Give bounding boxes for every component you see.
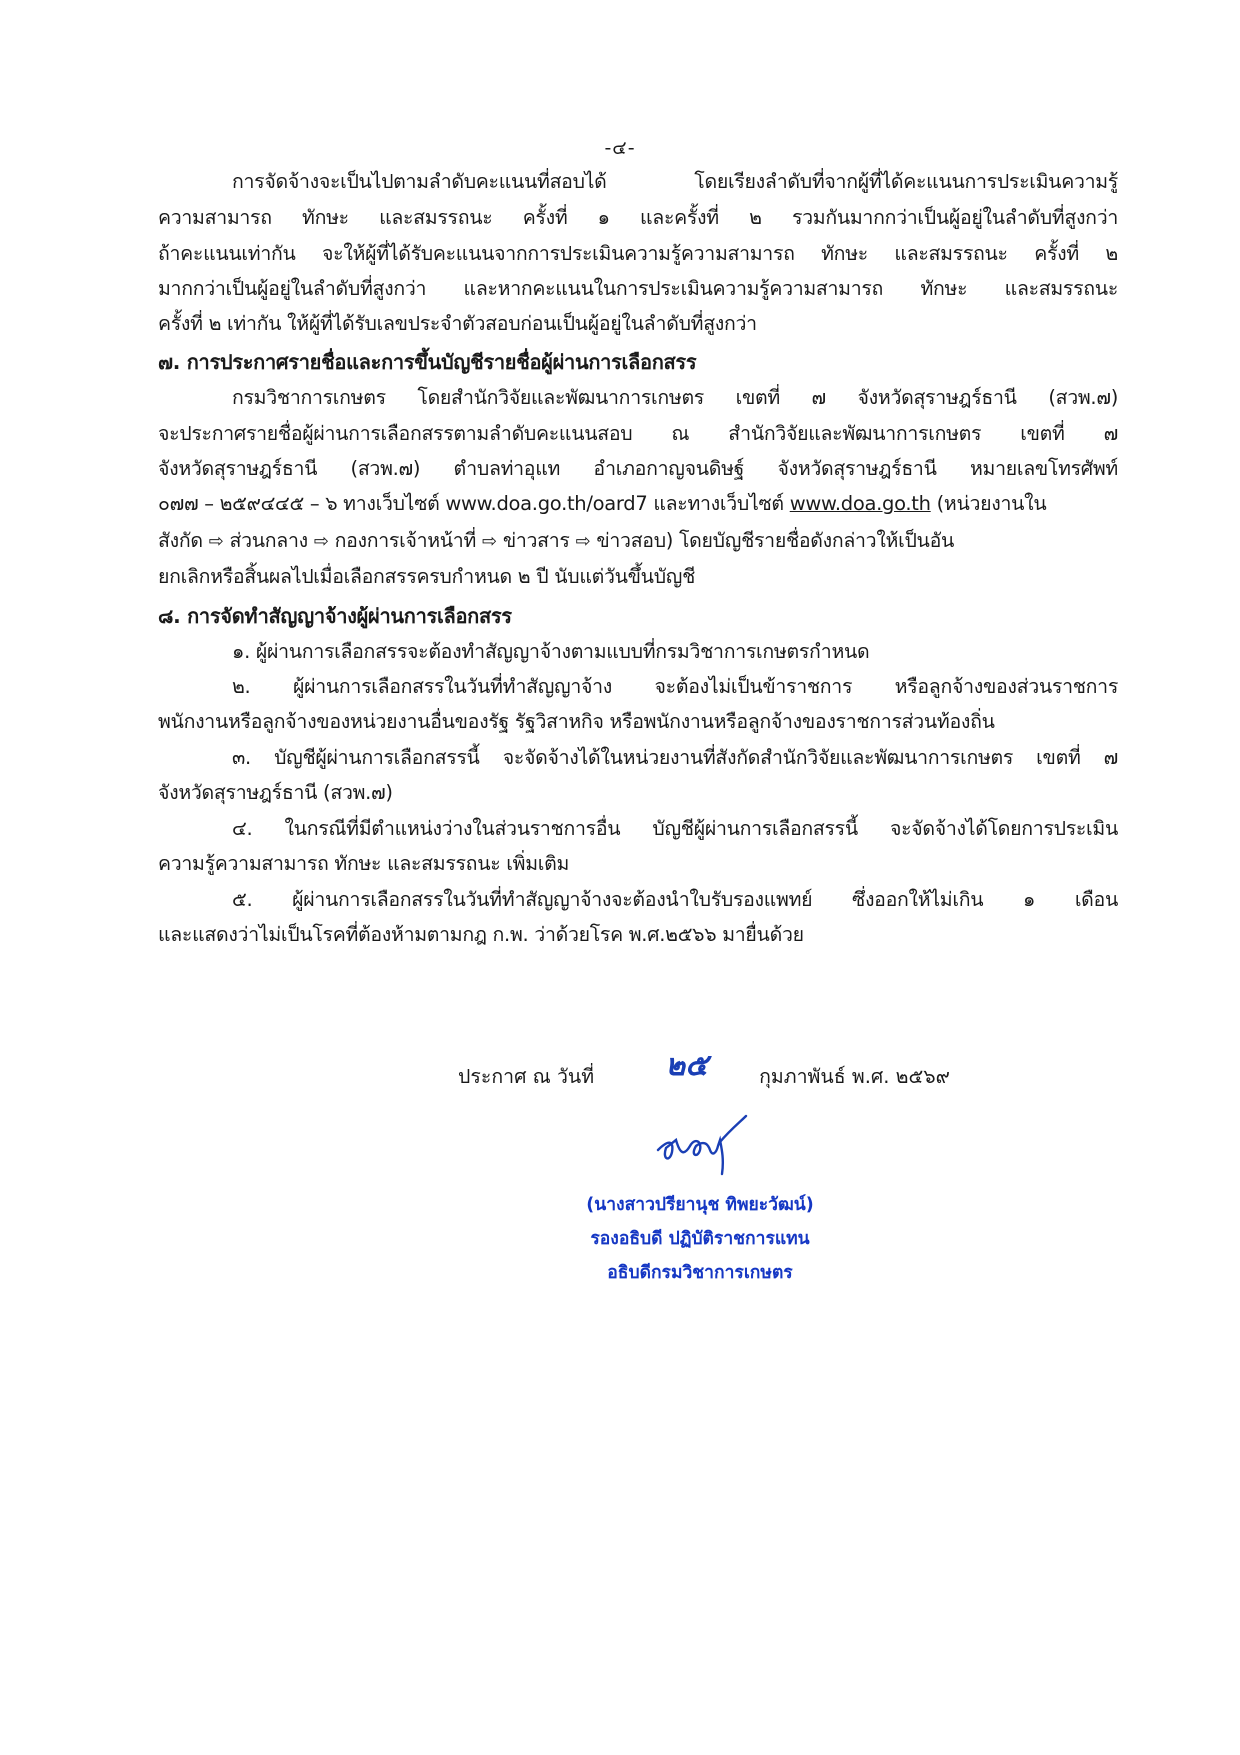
section7-line: กรมวิชาการเกษตร โดยสำนักวิจัยและพัฒนาการเกษตร เขตที่ ๗ จังหวัดสุราษฎร์ธานี (สวพ.๗) bbox=[232, 386, 1118, 409]
signatory-block bbox=[520, 1188, 880, 1290]
arrow-right-icon: ⇨ bbox=[313, 531, 329, 552]
paragraph-line: การจัดจ้างจะเป็นไปตามลำดับคะแนนที่สอบได้ โดยเรียงลำดับที่จากผู้ที่ได้คะแนนการประเมินความรู้ bbox=[232, 170, 1118, 193]
section8-item-3: ๓. บัญชีผู้ผ่านการเลือกสรรนี้ จะจัดจ้างได้ในหน่วยงานที่สังกัดสำนักวิจัยและพัฒนาการเกษตร เขตที่ ๗ bbox=[232, 746, 1118, 769]
breadcrumb-item: ข่าวสาร bbox=[502, 529, 570, 552]
section8-item-1: ๑. ผู้ผ่านการเลือกสรรจะต้องทำสัญญาจ้างตามแบบที่กรมวิชาการเกษตรกำหนด bbox=[232, 640, 870, 663]
section8-item-3-cont: จังหวัดสุราษฎร์ธานี (สวพ.๗) bbox=[158, 781, 393, 804]
website-link[interactable]: www.doa.go.th bbox=[789, 492, 931, 515]
arrow-right-icon: ⇨ bbox=[482, 531, 497, 552]
section8-heading: ๘. การจัดทำสัญญาจ้างผู้ผ่านการเลือกสรร bbox=[158, 604, 512, 628]
paragraph-line: ความสามารถ ทักษะ และสมรรถนะ ครั้งที่ ๑ และครั้งที่ ๒ รวมกันมากกว่าเป็นผู้อยู่ในลำดับที่สูงกว่า bbox=[158, 206, 1118, 229]
announcement-date bbox=[458, 1048, 950, 1093]
paragraph-line: ครั้งที่ ๒ เท่ากัน ให้ผู้ที่ได้รับเลขประจำตัวสอบก่อนเป็นผู้อยู่ในลำดับที่สูงกว่า bbox=[158, 312, 757, 335]
signature-icon bbox=[650, 1110, 760, 1180]
breadcrumb-item: กองการเจ้าหน้าที่ bbox=[334, 529, 477, 552]
section8-item-2: ๒. ผู้ผ่านการเลือกสรรในวันที่ทำสัญญาจ้าง จะต้องไม่เป็นข้าราชการ หรือลูกจ้างของส่วนราชการ bbox=[232, 675, 1118, 698]
breadcrumb-path bbox=[158, 525, 1118, 558]
phone-website-text: ๐๗๗ – ๒๕๙๔๔๕ – ๖ ทางเว็บไซต์ www.doa.go.th/oard7 และทางเว็บไซต์ bbox=[158, 492, 790, 515]
unit-text: (หน่วยงานใน bbox=[930, 492, 1047, 515]
section8-item-4-cont: ความรู้ความสามารถ ทักษะ และสมรรถนะ เพิ่มเติม bbox=[158, 852, 570, 875]
section7-line: จังหวัดสุราษฎร์ธานี (สวพ.๗) ตำบลท่าอุแท อำเภอกาญจนดิษฐ์ จังหวัดสุราษฎร์ธานี หมายเลขโทรศัพท์ bbox=[158, 457, 1118, 480]
breadcrumb-item: ส่วนกลาง bbox=[229, 529, 308, 552]
section8-item-4: ๔. ในกรณีที่มีตำแหน่งว่างในส่วนราชการอื่น บัญชีผู้ผ่านการเลือกสรรนี้ จะจัดจ้างได้โดยการประเมิน bbox=[232, 817, 1118, 840]
section8-item-2-cont: พนักงานหรือลูกจ้างของหน่วยงานอื่นของรัฐ รัฐวิสาหกิจ หรือพนักงานหรือลูกจ้างของราชการส่วนท้องถิ่น bbox=[158, 710, 995, 733]
signatory-position: รองอธิบดี ปฏิบัติราชการแทน bbox=[590, 1229, 810, 1249]
breadcrumb-item: ข่าวสอบ) bbox=[596, 529, 674, 552]
arrow-right-icon: ⇨ bbox=[208, 531, 224, 552]
section7-last-line: ยกเลิกหรือสิ้นผลไปเมื่อเลือกสรรครบกำหนด ๒ ปี นับแต่วันขึ้นบัญชี bbox=[158, 565, 696, 588]
handwritten-day: ๒๕ bbox=[665, 1048, 708, 1083]
section7-contact-line bbox=[158, 488, 1118, 520]
arrow-right-icon: ⇨ bbox=[575, 531, 591, 552]
breadcrumb-tail: โดยบัญชีรายชื่อดังกล่าวให้เป็นอัน bbox=[673, 529, 955, 552]
signatory-organization: อธิบดีกรมวิชาการเกษตร bbox=[607, 1263, 793, 1283]
paragraph-line: มากกว่าเป็นผู้อยู่ในลำดับที่สูงกว่า และหากคะแนนในการประเมินความรู้ความสามารถ ทักษะ และสมรรถนะ bbox=[158, 277, 1118, 300]
section7-line: จะประกาศรายชื่อผู้ผ่านการเลือกสรรตามลำดับคะแนนสอบ ณ สำนักวิจัยและพัฒนาการเกษตร เขตที่ ๗ bbox=[158, 422, 1118, 445]
section8-item-5: ๕. ผู้ผ่านการเลือกสรรในวันที่ทำสัญญาจ้างจะต้องนำใบรับรองแพทย์ ซึ่งออกให้ไม่เกิน ๑ เดือน bbox=[232, 888, 1118, 911]
month-year: กุมภาพันธ์ พ.ศ. ๒๕๖๙ bbox=[759, 1065, 950, 1088]
announcement-prefix: ประกาศ ณ วันที่ bbox=[458, 1065, 595, 1088]
breadcrumb-item: สังกัด bbox=[158, 529, 203, 552]
signatory-name: (นางสาวปรียานุช ทิพยะวัฒน์) bbox=[586, 1195, 814, 1215]
section7-heading: ๗. การประกาศรายชื่อและการขึ้นบัญชีรายชื่อผู้ผ่านการเลือกสรร bbox=[158, 350, 697, 374]
section8-item-5-cont: และแสดงว่าไม่เป็นโรคที่ต้องห้ามตามกฎ ก.พ. ว่าด้วยโรค พ.ศ.๒๕๖๖ มายื่นด้วย bbox=[158, 923, 804, 946]
paragraph-line: ถ้าคะแนนเท่ากัน จะให้ผู้ที่ได้รับคะแนนจากการประเมินความรู้ความสามารถ ทักษะ และสมรรถนะ ครั้งที่ ๒ bbox=[158, 242, 1118, 265]
page-number: -๔- bbox=[604, 137, 636, 159]
